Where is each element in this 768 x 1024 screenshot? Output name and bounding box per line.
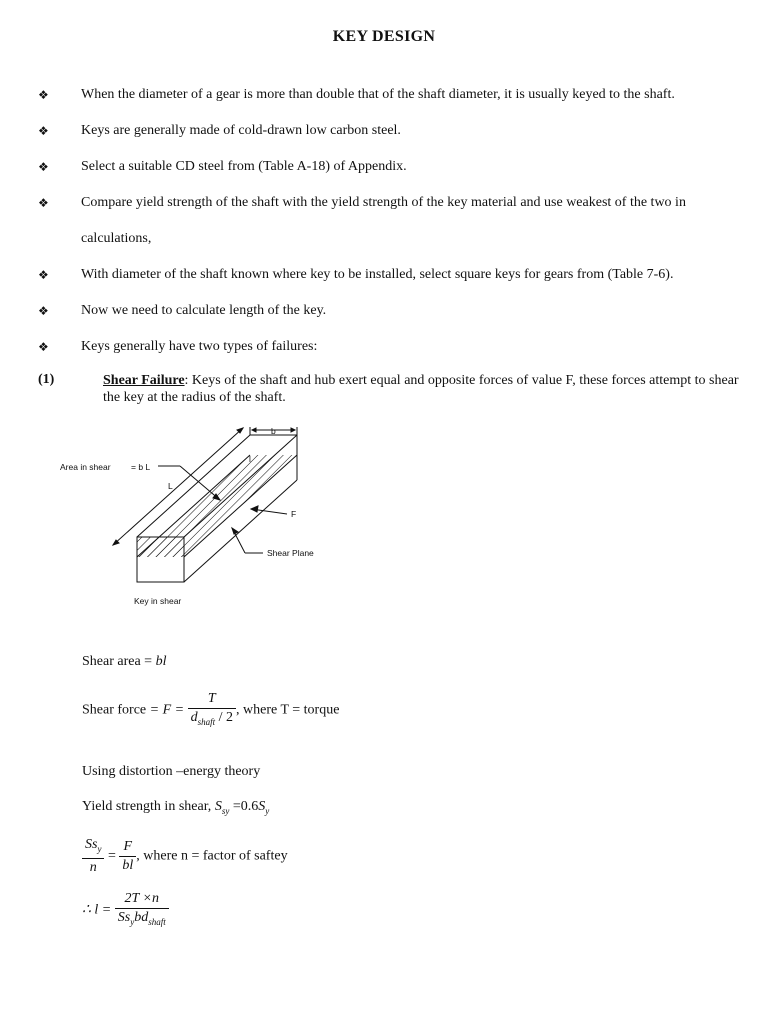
ratio-numerator-sub: y xyxy=(97,843,102,854)
bullet-diamond-icon: ❖ xyxy=(38,268,49,282)
fraction-denominator-sub: shaft xyxy=(197,716,216,727)
page-title: KEY DESIGN xyxy=(332,28,436,45)
ratio-equals: = xyxy=(107,848,116,864)
yield-rhs-sub: y xyxy=(265,805,270,816)
bullet-text: Select a suitable CD steel from (Table A-18) of Appendix. xyxy=(81,159,407,174)
theory-line: Using distortion –energy theory xyxy=(82,764,261,779)
shear-plane-label: Shear Plane xyxy=(267,548,314,558)
shear-force-label: Shear force xyxy=(82,702,150,718)
dimension-l-label: l xyxy=(249,454,251,464)
shear-force-equation xyxy=(82,690,339,731)
length-denominator-bd: bd xyxy=(134,910,149,925)
ratio-numerator-right: F xyxy=(119,838,136,857)
shear-area-expr: bl xyxy=(155,654,167,669)
yield-strength-equation xyxy=(82,798,269,820)
yield-lhs-sub: sy xyxy=(221,805,230,816)
ratio-fraction-left xyxy=(82,836,104,877)
safety-ratio-equation xyxy=(82,836,288,877)
diagram-caption: Key in shear xyxy=(134,596,182,606)
bullet-text: Keys generally have two types of failures: xyxy=(81,339,318,354)
section-number: (1) xyxy=(38,372,55,387)
bullet-text: With diameter of the shaft known where key to be installed, select square keys for gears from (Table 7-6). xyxy=(81,267,674,282)
bullet-diamond-icon: ❖ xyxy=(38,304,49,318)
length-lhs: ∴ l = xyxy=(82,902,112,918)
shear-force-fraction: $\frac{T}{d_{shaft} / 2}$ xyxy=(188,690,236,731)
section-text: : Keys of the shaft and hub exert equal and opposite forces of value F, these forces attempt to shear the key at the radius of the shaft. xyxy=(103,373,739,405)
bullet-text: Now we need to calculate length of the key. xyxy=(81,303,327,318)
bullet-diamond-icon: ❖ xyxy=(38,340,49,354)
key-length-equation xyxy=(82,890,169,931)
shear-area-label: Shear area = xyxy=(82,654,156,669)
length-fraction xyxy=(115,890,169,931)
area-in-shear-label: Area in shear xyxy=(60,462,111,472)
key-in-shear-diagram xyxy=(55,420,355,615)
dimension-L-label: L xyxy=(168,481,173,491)
bullet-diamond-icon: ❖ xyxy=(38,160,49,174)
yield-rhs: =0.6 xyxy=(232,799,259,814)
bullet-diamond-icon: ❖ xyxy=(38,124,49,138)
ratio-numerator: Ss xyxy=(85,837,98,852)
area-in-shear-eq: = b L xyxy=(131,462,151,472)
yield-rhs-s: S xyxy=(258,799,266,814)
shear-force-note: , where T = torque xyxy=(236,702,340,718)
fraction-denominator: d xyxy=(190,710,198,725)
yield-lhs: S xyxy=(214,799,222,814)
section-paragraph xyxy=(103,372,745,406)
bullet-diamond-icon: ❖ xyxy=(38,196,49,210)
length-denominator-sub: y xyxy=(130,916,135,927)
fraction-denominator-two: 2 xyxy=(226,710,233,725)
length-numerator: 2T ×n xyxy=(115,890,169,909)
length-denominator: Ss xyxy=(117,910,131,925)
ratio-denominator: n xyxy=(89,859,97,875)
bullet-diamond-icon: ❖ xyxy=(38,88,49,102)
yield-label: Yield strength in shear, xyxy=(82,799,215,814)
ratio-note: , where n = factor of saftey xyxy=(136,848,288,864)
shear-force-lhs: = F = xyxy=(149,702,185,718)
fraction-numerator: T xyxy=(188,690,236,709)
bullet-text: Compare yield strength of the shaft with the yield strength of the key material and use weakest of the two in calculations, xyxy=(81,195,686,246)
shear-plane-hatch xyxy=(137,455,297,557)
force-F-label: F xyxy=(291,509,297,519)
ratio-fraction-right xyxy=(119,838,136,875)
length-denominator-shaft: shaft xyxy=(148,916,166,927)
bullet-text: When the diameter of a gear is more than double that of the shaft diameter, it is usually keyed to the shaft. xyxy=(81,87,675,102)
dimension-b-label: b xyxy=(271,426,276,436)
ratio-denominator-right: bl xyxy=(122,857,134,873)
bullet-text: Keys are generally made of cold-drawn low carbon steel. xyxy=(81,123,401,138)
section-heading: Shear Failure xyxy=(103,373,185,388)
shear-area-equation xyxy=(82,653,166,671)
